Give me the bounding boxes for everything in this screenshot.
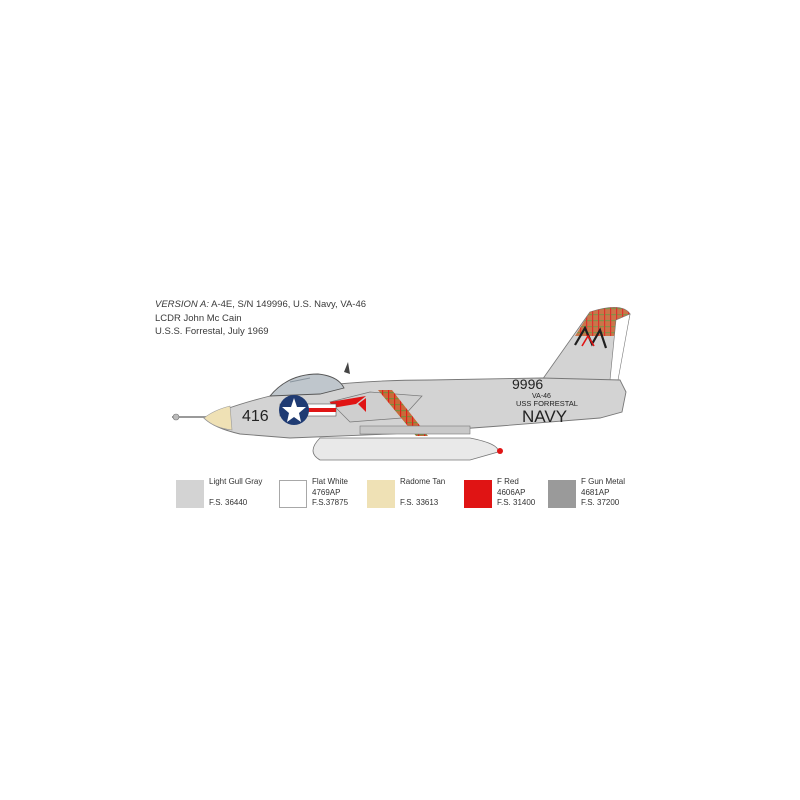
swatch-name: F Red (497, 477, 519, 486)
swatch-fs-code: F.S.37875 (312, 498, 349, 507)
swatch-name: Radome Tan (400, 477, 446, 486)
squadron-label: VA-46 (532, 393, 551, 400)
swatch-fs-code: F.S. 33613 (400, 498, 439, 507)
swatch-name: Light Gull Gray (209, 477, 263, 486)
drop-tank (313, 438, 498, 460)
swatch-chip (464, 480, 492, 508)
swatch-name: F Gun Metal (581, 477, 626, 486)
radome (204, 406, 232, 430)
antenna (344, 362, 350, 374)
ship-label: USS FORRESTAL (516, 399, 578, 408)
caption-ship-date: U.S.S. Forrestal, July 1969 (155, 326, 269, 337)
swatch-fs-code: F.S. 36440 (209, 498, 248, 507)
swatch-paint-code: 4681AP (581, 488, 610, 497)
color-swatches (176, 476, 636, 516)
aircraft-profile (170, 300, 650, 470)
swatch-chip (279, 480, 307, 508)
swatch-fs-code: F.S. 31400 (497, 498, 536, 507)
swatch-fs-code: F.S. 37200 (581, 498, 620, 507)
caption-pilot: LCDR John Mc Cain (155, 312, 242, 324)
refuel-probe (172, 414, 210, 420)
swatch-chip (176, 480, 204, 508)
swatch-chip (548, 480, 576, 508)
nose-number: 416 (242, 408, 269, 425)
swatch-paint-code: 4769AP (312, 488, 341, 497)
version-details: A-4E, S/N 149996, U.S. Navy, VA-46 (209, 299, 367, 310)
version-prefix: VERSION A: (155, 299, 210, 310)
tail-number: 9996 (512, 376, 544, 392)
swatch-paint-code: 4606AP (497, 488, 526, 497)
swatch-chip (367, 480, 395, 508)
swatch-name: Flat White (312, 477, 349, 486)
service-label: NAVY (522, 407, 568, 426)
